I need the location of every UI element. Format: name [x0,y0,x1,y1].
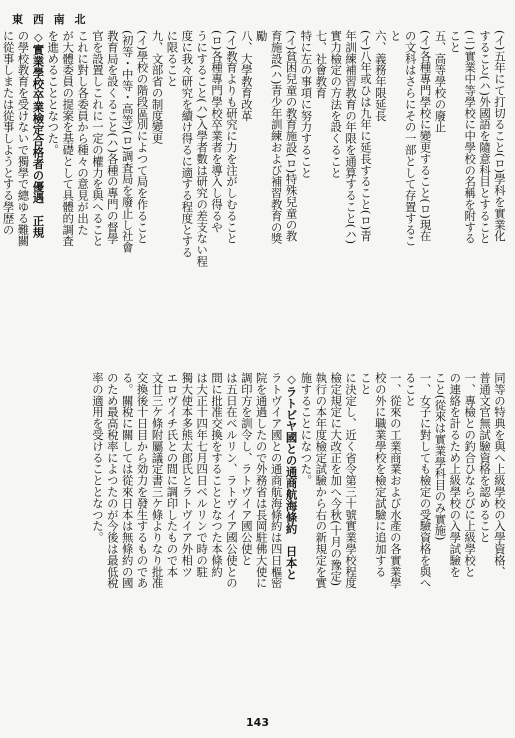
text-column: に決定し、近く省令第三十號實業學校程度 [344,372,359,589]
text-column: 度に我々研究を續け得るに適する程度とする [180,30,195,258]
text-column: これに對し各委員から種々の意見が出た [76,30,91,236]
text-column: 官を設置しこれに一定の權力を與へること [90,30,105,247]
text-column: 教育局を設くること(ハ)各種の專門の督學 [105,30,120,245]
text-column: 育施設(ハ)青少年訓練および補習教育の獎 [269,30,284,245]
text-column: (イ)教育よりも研究に力を注がしむること [224,30,239,245]
text-column: (初等・中等・高等)(ロ)調査局を廢止し社會 [120,30,135,253]
text-column: こと [358,372,373,395]
text-column: (ニ)實業中等學校に中學校の名稱を附する [463,30,478,245]
text-column: 年訓練補習教育の年限を通算すること(ハ) [344,30,359,245]
text-column: 一、專檢との釣合ひならびに上級學校と [463,372,478,578]
text-column: ◇ラトビヤ國との通商航海條約 日本と [284,372,299,580]
text-column: のため最高稅率によつたのが今後は最低稅 [105,372,120,589]
text-column: 普通文官無試驗資格を認めること [478,372,493,543]
text-column: 一、從來の工業商業および水產の各實業學 [388,372,403,589]
text-column: 文廿三ケ條附屬議定書三ケ條よりなり批准 [150,372,165,589]
text-column: すること(ハ)外國語を隨意科目とすること [478,30,493,245]
text-column: 五、高等學校の廢止 [433,30,448,133]
text-column: ラトヴイア國との通商航海條約は四日樞密 [269,372,284,589]
text-column: を進めることとなつた。 [46,30,61,156]
text-column: 交換後十日目から効力を發生するものであ [135,372,150,589]
text-column: ◇實業學校卒業檢定合格者の優遇 正規 [31,30,46,238]
text-column: は大正十四年七月四日ベルリンで時の駐 [195,372,210,578]
text-column: 七、社會教育 [314,30,329,99]
page-number: 143 [246,716,269,729]
text-column: 九、文部省の制度變更 [150,30,165,144]
text-column: 檢定規定に大改正を加へ今秋(十月の豫定) [329,372,344,587]
text-column: こと [448,30,463,53]
text-column: (イ)五年にて打切ること(ロ)學科を實業化 [493,30,507,242]
text-column: エロヴイチ氏との間に調印したもので本 [165,372,180,578]
text-column: と [388,30,403,42]
text-column: 院を通過したので外務省は長岡駐佛大使に [254,372,269,589]
text-column: (イ)各種專門學校に變更すること(ロ)現在 [418,30,433,242]
text-column: (イ)學校の階段區別によつて局を作ること [135,30,150,245]
text-column: に限ること [165,30,180,87]
text-column: の學校教育を受けないで獨學で總ゆる難關 [16,30,31,247]
text-column: 校の外に職業學校を檢定試驗に追加する [373,372,388,578]
text-column: 一、女子に對しても檢定の受驗資格を與へ [418,372,433,589]
text-column: 六、義務年限延長 [373,30,388,122]
top-text-block [1,30,507,360]
text-column: る。關稅に關しては從來日本は無條約の國 [120,372,135,589]
text-column: 執行の本年度檢定試驗から右の新規定を實 [314,372,329,589]
text-column: ること [403,372,418,407]
text-column: 八、大學教育改革 [239,30,254,122]
text-column: の文科はさらにその一部として存置するこ [403,30,418,247]
bottom-text-block [6,372,507,702]
page-header: 東 西 南 北 [12,13,89,26]
text-column: (イ)八年或ひは九年に延長すること(ロ)青 [358,30,373,242]
text-column: 調印方を訓令し、ラトヴイア國公使と [239,372,254,566]
text-column: 施することになつた。 [299,372,314,486]
text-column: 勵 [254,30,269,42]
text-column: 間に批准交換をすることとなつた本條約 [210,372,225,578]
text-column: こと(從來は實業學科目のみ實施) [433,372,448,541]
text-column: 率の適用を受けることとなつた。 [90,372,105,543]
text-column: に從事しまたは從事しようとする學歴の [1,30,16,236]
text-column: (ロ)各種專門學校卒業者を導入し得るや [210,30,225,233]
text-column: (イ)貧困兒童の教育施設(ロ)特殊兒童の教 [284,30,299,242]
text-column: が大體委員の提案を基礎として具體的調査 [61,30,76,247]
text-column: は五日在ベルリン、ラトヴイア國公使との [224,372,239,589]
text-column: 獨大使本多熊太郎氏とラトヴイア外相ツ [180,372,195,578]
text-column: 特に左の事項に努力すること [299,30,314,179]
text-column: 實力檢定の方法を設くること [329,30,344,179]
text-column: うにすること(ハ)入學者數は研究の差支ない程 [195,30,210,267]
text-column: 同等の特典を與へ上級學校の入學資格、 [493,372,507,578]
text-column: の連絡を計るため上級學校の入學試驗を [448,372,463,578]
